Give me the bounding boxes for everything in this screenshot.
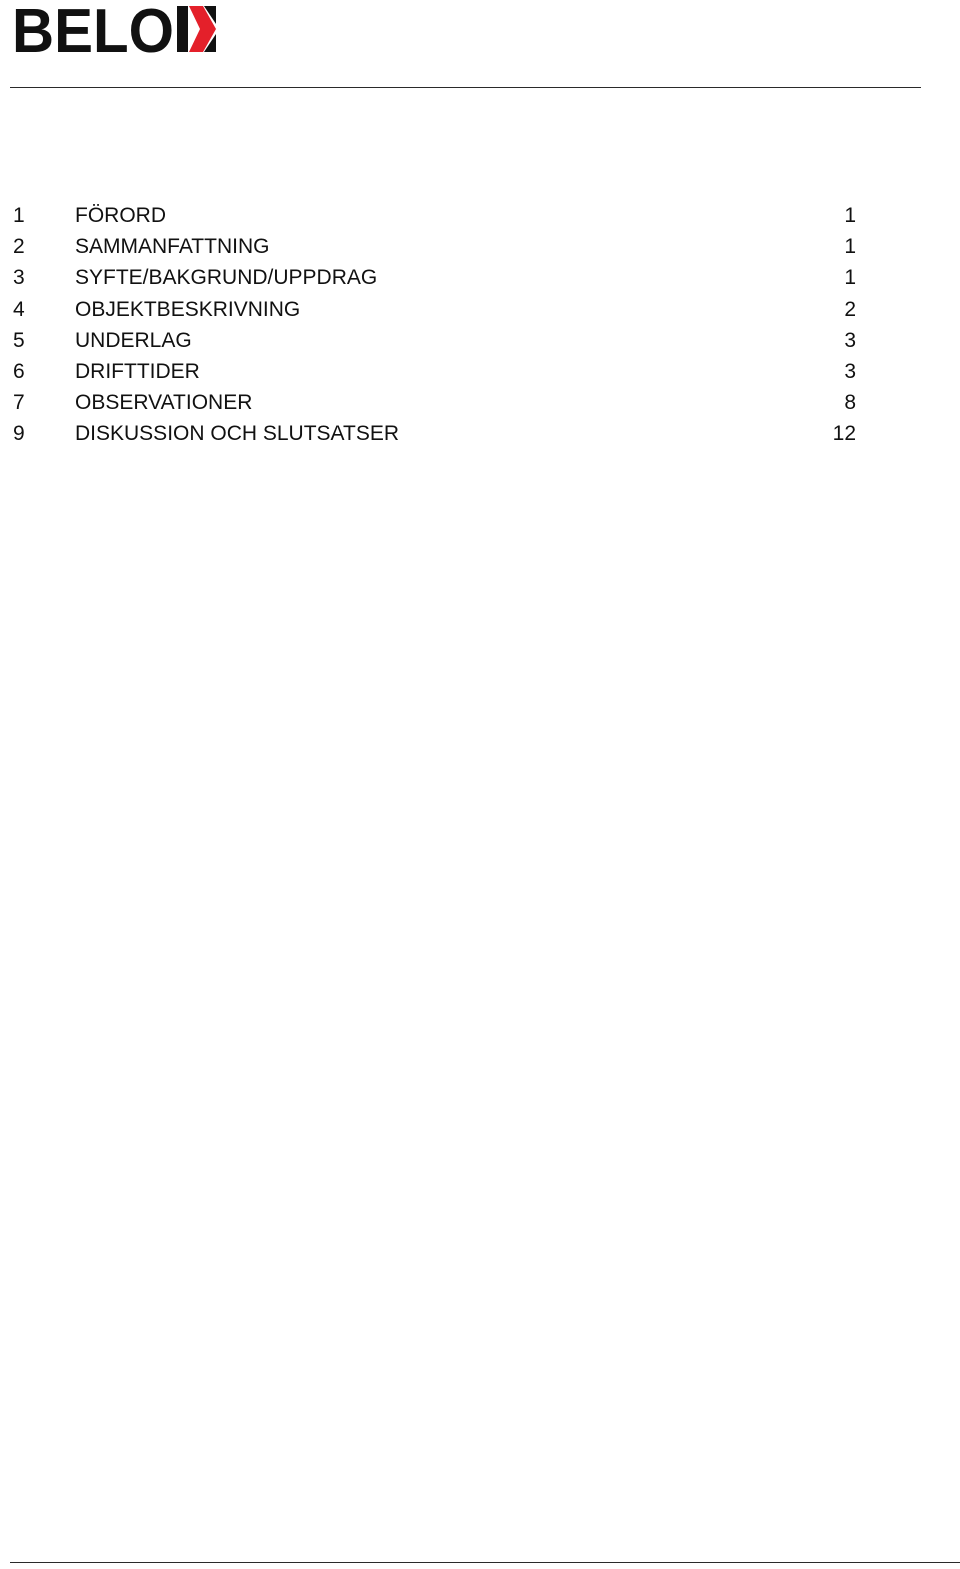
toc-entry-title: SAMMANFATTNING	[75, 235, 270, 259]
toc-entry-page: 3	[844, 359, 856, 383]
toc-entry[interactable]	[0, 200, 960, 231]
toc-entry-number: 1	[13, 204, 25, 227]
toc-entry[interactable]	[0, 418, 960, 449]
toc-entry-title: DISKUSSION OCH SLUTSATSER	[75, 422, 400, 446]
toc-entry[interactable]	[0, 356, 960, 387]
toc-entry-number: 4	[13, 297, 25, 321]
svg-text:BELO: BELO	[12, 2, 174, 56]
toc-entry-page: 1	[844, 235, 856, 259]
table-of-contents	[0, 200, 960, 450]
toc-entry-number: 9	[13, 422, 25, 446]
toc-entry[interactable]	[0, 231, 960, 262]
belok-logo-mark	[12, 2, 217, 56]
toc-entry-number: 5	[13, 328, 25, 352]
belok-logo	[12, 2, 217, 56]
toc-entry-title: FÖRORD	[75, 204, 166, 227]
toc-entry[interactable]	[0, 387, 960, 418]
footer-divider	[10, 1562, 960, 1563]
toc-entry-number: 7	[13, 391, 25, 415]
toc-entry[interactable]	[0, 294, 960, 325]
toc-entry-page: 8	[844, 391, 856, 415]
toc-entry-number: 2	[13, 235, 25, 259]
toc-entry-page: 12	[832, 422, 856, 446]
toc-entry-title: UNDERLAG	[75, 328, 192, 352]
toc-entry[interactable]	[0, 262, 960, 293]
toc-entry-title: SYFTE/BAKGRUND/UPPDRAG	[75, 266, 378, 290]
toc-entry-number: 3	[13, 266, 25, 290]
header-divider	[10, 87, 921, 88]
toc-entry-page: 3	[844, 328, 856, 352]
toc-entry[interactable]	[0, 325, 960, 356]
toc-entry-number: 6	[13, 359, 25, 383]
toc-entry-page: 1	[844, 204, 856, 227]
toc-entry-page: 2	[844, 297, 856, 321]
toc-entry-title: OBJEKTBESKRIVNING	[75, 297, 301, 321]
toc-entry-title: OBSERVATIONER	[75, 391, 253, 415]
toc-entry-title: DRIFTTIDER	[75, 359, 200, 383]
toc-entry-page: 1	[844, 266, 856, 290]
